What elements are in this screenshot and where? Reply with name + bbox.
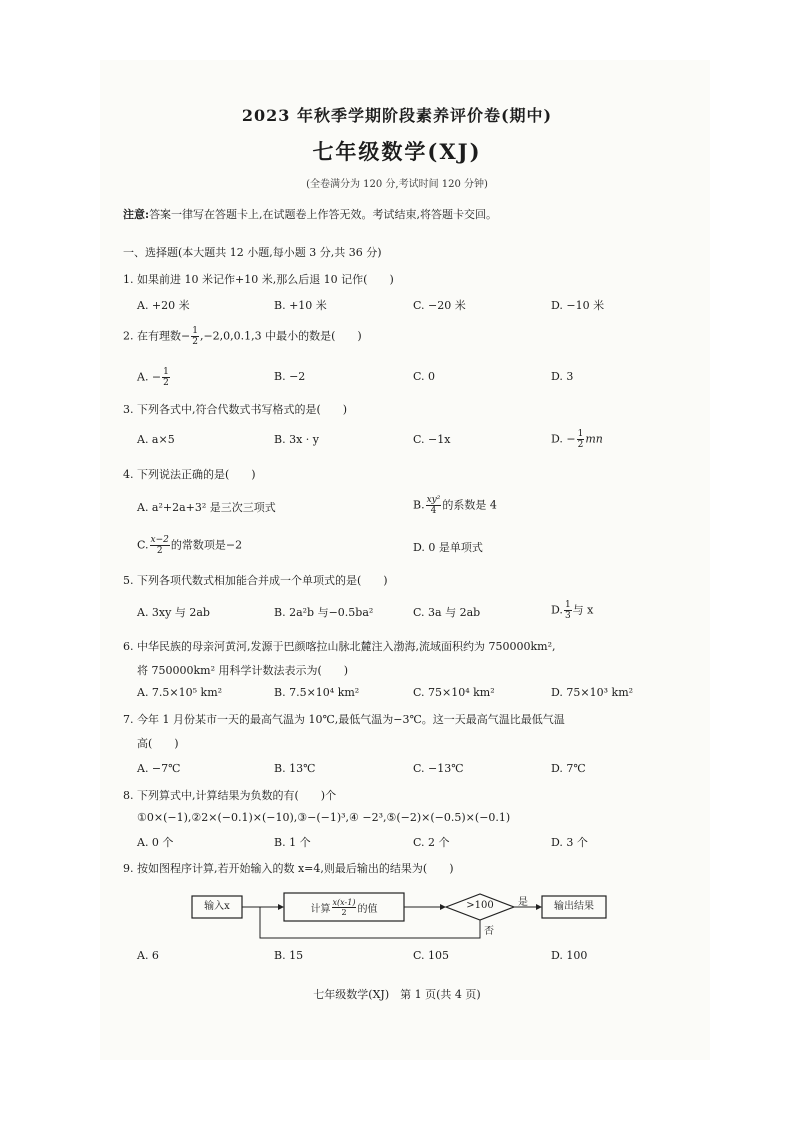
q5-d-num: 1	[564, 600, 571, 610]
q5-option-b: B. 2a²b 与−0.5ba²	[274, 606, 374, 619]
q4-b-den: 4	[430, 506, 437, 516]
q7-option-b: B. 13℃	[274, 762, 316, 775]
q2-a-den: 2	[163, 378, 169, 388]
q3-d-num: 1	[577, 429, 584, 439]
q5-d-post: 与 x	[572, 603, 594, 617]
exam-info: (全卷满分为 120 分,考试时间 120 分钟)	[306, 179, 488, 190]
question-6-line-2: 将 750000km² 用科学计数法表示为( )	[137, 664, 349, 677]
q3-option-d	[551, 429, 603, 450]
q2-stem-post: ,−2,0,0.1,3 中最小的数是( )	[199, 329, 362, 343]
q5-d-den: 3	[564, 611, 571, 621]
question-7-line-2: 高( )	[137, 737, 179, 750]
q2-a-pre: A. −	[137, 370, 162, 384]
question-6-line-1: 6. 中华民族的母亲河黄河,发源于巴颜喀拉山脉北麓注入渤海,流域面积约为 750000km²,	[123, 640, 556, 653]
q4-c-num: x−2	[150, 535, 169, 545]
q4-b-post: 的系数是 4	[442, 498, 497, 512]
flow-calc-den: 2	[341, 907, 347, 917]
q1-option-d: D. −10 米	[551, 299, 605, 312]
q2-option-b: B. −2	[274, 370, 306, 383]
q3-d-pre: D. −	[551, 432, 576, 446]
notice	[123, 206, 497, 222]
q4-b-pre: B.	[413, 498, 425, 512]
q8-option-c: C. 2 个	[413, 836, 450, 849]
q7-option-c: C. −13℃	[413, 762, 464, 775]
q2-option-a	[137, 367, 171, 388]
q2-a-num: 1	[163, 367, 169, 377]
q2-option-c: C. 0	[413, 370, 436, 383]
q2-option-d: D. 3	[551, 370, 574, 383]
q5-d-pre: D.	[551, 603, 563, 617]
q3-option-a: A. a×5	[137, 433, 175, 446]
q2-stem-pre: 2. 在有理数	[123, 329, 181, 343]
q4-b-num: xy²	[426, 495, 441, 505]
q4-option-d: D. 0 是单项式	[413, 541, 483, 554]
question-2: 2. 在有理数− $\frac{1}{2}$ ,−2,0,0.1,3 中最小的数是( )	[123, 326, 362, 347]
flow-no-label: 否	[484, 926, 494, 937]
q9-option-a: A. 6	[137, 949, 159, 962]
q3-d-post: mn	[585, 432, 603, 446]
q1-option-a: A. +20 米	[137, 299, 190, 312]
exam-title: 2023 年秋季学期阶段素养评价卷(期中)	[241, 106, 553, 125]
q4-c-post: 的常数项是−2	[170, 538, 243, 552]
q4-c-den: 2	[156, 546, 163, 556]
question-8-expressions: ①0×(−1),②2×(−0.1)×(−10),③−(−1)³,④ −2³,⑤(−2)×(−0.5)×(−0.1)	[137, 811, 511, 824]
q5-option-d	[551, 600, 593, 621]
q3-option-b: B. 3x · y	[274, 433, 319, 446]
q9-option-d: D. 100	[551, 949, 588, 962]
q2-fraction	[191, 326, 199, 347]
flow-calc-post: 的值	[357, 903, 378, 915]
notice-text: 答案一律写在答题卡上,在试题卷上作答无效。考试结束,将答题卡交回。	[149, 208, 498, 221]
q5-option-c: C. 3a 与 2ab	[413, 606, 481, 619]
q4-option-a: A. a²+2a+3² 是三次三项式	[137, 501, 276, 514]
q2-frac-den: 2	[192, 337, 198, 347]
question-5: 5. 下列各项代数式相加能合并成一个单项式的是( )	[123, 574, 388, 587]
q1-option-c: C. −20 米	[413, 299, 466, 312]
q8-option-d: D. 3 个	[551, 836, 588, 849]
q6-option-a: A. 7.5×10⁵ km²	[137, 686, 223, 699]
q3-option-c: C. −1x	[413, 433, 451, 446]
flow-calc-num: x(x-1)	[332, 897, 356, 907]
flow-calc-box	[284, 893, 404, 921]
flow-yes-label: 是	[518, 897, 528, 908]
section-heading: 一、选择题(本大题共 12 小题,每小题 3 分,共 36 分)	[123, 246, 382, 259]
q5-option-a: A. 3xy 与 2ab	[137, 606, 210, 619]
question-7-line-1: 7. 今年 1 月份某市一天的最高气温为 10℃,最低气温为−3℃。这一天最高气温比最低气温	[123, 713, 565, 726]
question-3: 3. 下列各式中,符合代数式书写格式的是( )	[123, 403, 348, 416]
question-4: 4. 下列说法正确的是( )	[123, 468, 256, 481]
question-9: 9. 按如图程序计算,若开始输入的数 x=4,则最后输出的结果为( )	[123, 862, 454, 875]
q8-option-b: B. 1 个	[274, 836, 311, 849]
question-1: 1. 如果前进 10 米记作+10 米,那么后退 10 记作( )	[123, 273, 394, 286]
q1-option-b: B. +10 米	[274, 299, 327, 312]
q7-option-d: D. 7℃	[551, 762, 586, 775]
q2-frac-num: 1	[192, 326, 198, 336]
notice-label: 注意:	[123, 208, 150, 221]
q6-option-b: B. 7.5×10⁴ km²	[274, 686, 360, 699]
flow-calc-pre: 计算	[310, 903, 331, 915]
q6-option-c: C. 75×10⁴ km²	[413, 686, 495, 699]
flow-input-box: 输入x	[204, 901, 230, 912]
subject-title: 七年级数学(XJ)	[312, 139, 482, 164]
flow-output-box: 输出结果	[554, 901, 594, 912]
q4-option-c	[137, 535, 242, 556]
q4-option-b	[413, 495, 497, 516]
flow-condition: >100	[466, 900, 494, 911]
q3-d-den: 2	[577, 440, 584, 450]
q6-option-d: D. 75×10³ km²	[551, 686, 634, 699]
program-flowchart	[190, 888, 610, 948]
q9-option-b: B. 15	[274, 949, 304, 962]
q8-option-a: A. 0 个	[137, 836, 174, 849]
question-8: 8. 下列算式中,计算结果为负数的有( )个	[123, 789, 337, 802]
page-footer: 七年级数学(XJ) 第 1 页(共 4 页)	[313, 988, 481, 1001]
q9-option-c: C. 105	[413, 949, 450, 962]
q4-c-pre: C.	[137, 538, 149, 552]
q7-option-a: A. −7℃	[137, 762, 181, 775]
